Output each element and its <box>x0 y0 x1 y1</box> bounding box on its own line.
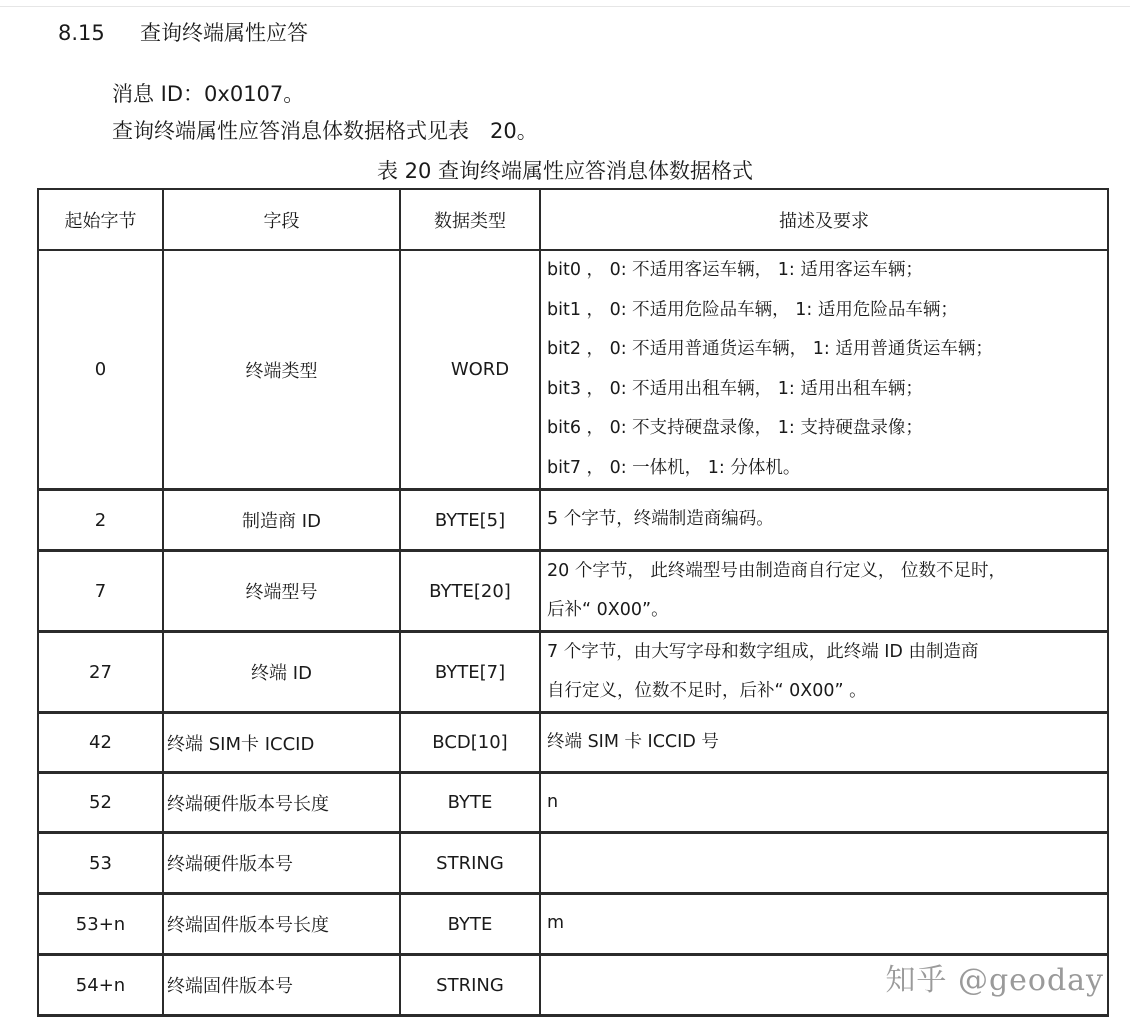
desc-line: bit1 ， 0: 不适用危险品车辆， 1: 适用危险品车辆； <box>547 299 958 320</box>
cell-field: 终端固件版本号 <box>163 955 400 1016</box>
cell-type: STRING <box>400 955 540 1016</box>
cell-field: 终端硬件版本号 <box>163 833 400 894</box>
table-caption <box>0 155 1130 185</box>
format-reference-paragraph: 查询终端属性应答消息体数据格式见表 20。 <box>112 119 538 143</box>
cell-description <box>540 773 1108 833</box>
header-description: 描述及要求 <box>540 189 1108 250</box>
section-heading <box>58 17 308 47</box>
cell-description <box>540 490 1108 551</box>
header-field: 字段 <box>163 189 400 250</box>
section-title: 查询终端属性应答 <box>140 21 308 45</box>
desc-line: 终端 SIM 卡 ICCID 号 <box>547 731 719 752</box>
table-row <box>38 713 1108 773</box>
cell-type-text: WORD <box>450 359 510 380</box>
desc-line: bit3 ， 0: 不适用出租车辆， 1: 适用出租车辆； <box>547 378 923 399</box>
table-row <box>38 250 1108 490</box>
message-id-paragraph: 消息 ID：0x0107。 <box>112 82 305 106</box>
cell-description <box>540 833 1108 894</box>
table-caption-text: 表 20 查询终端属性应答消息体数据格式 <box>376 159 754 183</box>
desc-line: 20 个字节， 此终端型号由制造商自行定义， 位数不足时， <box>547 561 1006 581</box>
desc-line: bit0 ， 0: 不适用客运车辆， 1: 适用客运车辆； <box>547 260 923 280</box>
top-divider <box>0 6 1130 7</box>
cell-field: 终端型号 <box>163 551 400 632</box>
cell-field: 终端类型 <box>163 250 400 490</box>
cell-type: BCD[10] <box>400 713 540 773</box>
table-row <box>38 632 1108 713</box>
cell-field: 终端 ID <box>163 632 400 713</box>
cell-type: BYTE[5] <box>400 490 540 551</box>
desc-line: bit6 ， 0: 不支持硬盘录像， 1: 支持硬盘录像； <box>547 418 923 438</box>
cell-type: BYTE <box>400 894 540 955</box>
desc-line: bit2 ， 0: 不适用普通货运车辆， 1: 适用普通货运车辆； <box>547 339 993 359</box>
header-data-type: 数据类型 <box>400 189 540 250</box>
header-start-byte: 起始字节 <box>38 189 163 250</box>
desc-line: 7 个字节，由大写字母和数字组成，此终端 ID 由制造商 <box>547 642 979 662</box>
cell-start: 54+n <box>38 955 163 1016</box>
desc-line: n <box>547 791 559 812</box>
cell-field: 终端硬件版本号长度 <box>163 773 400 833</box>
cell-field: 制造商 ID <box>163 490 400 551</box>
cell-field: 终端固件版本号长度 <box>163 894 400 955</box>
cell-description <box>540 713 1108 773</box>
cell-start: 7 <box>38 551 163 632</box>
table-row <box>38 833 1108 894</box>
cell-type: BYTE <box>400 773 540 833</box>
message-body-format-table <box>37 188 1109 1017</box>
cell-type: STRING <box>400 833 540 894</box>
desc-line: m <box>547 913 565 934</box>
cell-type: BYTE[7] <box>400 632 540 713</box>
cell-field: 终端 SIM卡 ICCID <box>163 713 400 773</box>
cell-type <box>400 250 540 490</box>
cell-type: BYTE[20] <box>400 551 540 632</box>
cell-start: 52 <box>38 773 163 833</box>
cell-start: 53+n <box>38 894 163 955</box>
cell-start: 0 <box>38 250 163 490</box>
cell-description <box>540 250 1108 490</box>
table-row <box>38 773 1108 833</box>
cell-start: 53 <box>38 833 163 894</box>
desc-line: 后补“ 0X00”。 <box>547 600 669 620</box>
cell-description <box>540 894 1108 955</box>
cell-start: 42 <box>38 713 163 773</box>
desc-line: 5 个字节，终端制造商编码。 <box>547 509 774 530</box>
desc-line: bit7 ， 0: 一体机， 1: 分体机。 <box>547 457 801 478</box>
desc-line: 自行定义，位数不足时，后补“ 0X00” 。 <box>547 681 867 701</box>
cell-start: 27 <box>38 632 163 713</box>
cell-description <box>540 551 1108 632</box>
cell-description <box>540 632 1108 713</box>
watermark: 知乎 @geoday <box>885 963 1104 998</box>
table-header-row <box>38 189 1108 250</box>
cell-start: 2 <box>38 490 163 551</box>
section-number: 8.15 <box>58 21 105 45</box>
table-row <box>38 490 1108 551</box>
table-row <box>38 894 1108 955</box>
table-row <box>38 551 1108 632</box>
